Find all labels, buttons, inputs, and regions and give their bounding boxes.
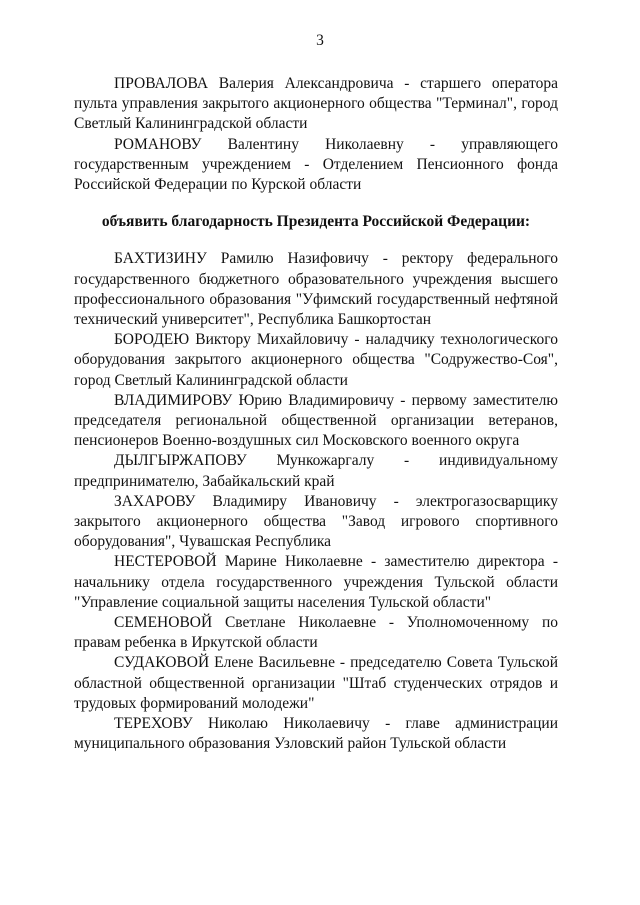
entry-nesterova: НЕСТЕРОВОЙ Марине Николаевне - заместителю директора - начальнику отдела государственного учреждения Тульской области "Управление социальной защиты населения Тульской области"	[74, 553, 558, 611]
entry-dylgyrzhapov: ДЫЛГЫРЖАПОВУ Мункожаргалу - индивидуальному предпринимателю, Забайкальский край	[74, 452, 558, 490]
entry-semenova: СЕМЕНОВОЙ Светлане Николаевне - Уполномоченному по правам ребенка в Иркутской области	[74, 614, 558, 652]
entry-romanova: РОМАНОВУ Валентину Николаевну - управляющего государственным учреждением - Отделением Пенсионного фонда Российской Федерации по Курской области	[74, 135, 558, 194]
entry-sudakova: СУДАКОВОЙ Елене Васильевне - председателю Совета Тульской областной общественной организации "Штаб студенческих отрядов и трудовых формирований молодежи"	[74, 654, 558, 712]
entry-terekhov: ТЕРЕХОВУ Николаю Николаевичу - главе администрации муниципального образования Узловский район Тульской области	[74, 715, 558, 753]
entry-borodey: БОРОДЕЮ Виктору Михайловичу - наладчику технологического оборудования закрытого акционерного общества "Содружество-Соя", город Светлый Калининградской области	[74, 331, 558, 389]
section-heading: объявить благодарность Президента Российской Федерации:	[101, 213, 531, 231]
entry-zakharov: ЗАХАРОВУ Владимиру Ивановичу - электрогазосварщику закрытого акционерного общества "Завод игрового спортивного оборудования", Чувашская Республика	[74, 492, 558, 551]
document-body	[74, 74, 558, 755]
entry-provalov: ПРОВАЛОВА Валерия Александровича - старшего оператора пульта управления закрытого акционерного общества "Терминал", город Светлый Калининградской области	[74, 75, 558, 133]
page-number: 3	[316, 32, 324, 49]
entry-bakhtizin: БАХТИЗИНУ Рамилю Назифовичу - ректору федерального государственного бюджетного образовательного учреждения высшего профессионального образования "Уфимский государственный нефтяной технический университет", Республика Башкортостан	[74, 250, 558, 329]
entry-vladimirov: ВЛАДИМИРОВУ Юрию Владимировичу - первому заместителю председателя региональной общественной организации ветеранов, пенсионеров Военно-воздушных сил Московского военного округа	[74, 391, 558, 450]
